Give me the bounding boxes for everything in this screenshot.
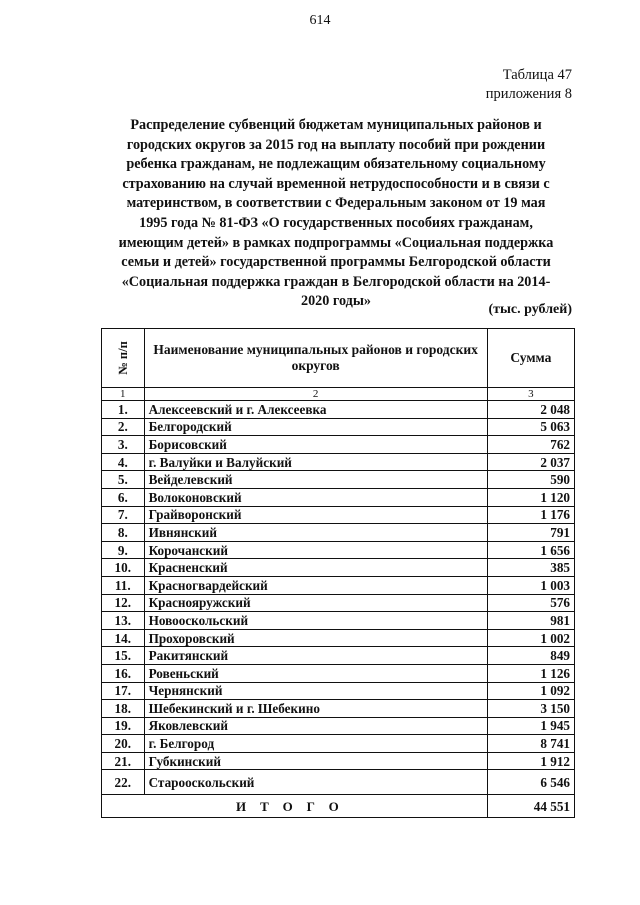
row-number: 22. — [102, 770, 145, 795]
table-row — [102, 735, 575, 753]
row-number: 5. — [102, 471, 145, 489]
total-label: ИТОГО — [102, 795, 488, 818]
district-name: Старооскольский — [144, 770, 487, 795]
row-number: 20. — [102, 735, 145, 753]
table-row — [102, 770, 575, 795]
document-title — [98, 116, 574, 312]
row-number: 8. — [102, 524, 145, 542]
total-row — [102, 795, 575, 818]
table-row — [102, 401, 575, 419]
title-line: материнством, в соответствии с Федеральным законом от 19 мая — [126, 195, 546, 212]
subsidy-amount: 576 — [487, 594, 574, 612]
header-name: Наименование муниципальных районов и городских округов — [144, 329, 487, 388]
column-index: 3 — [487, 388, 574, 401]
subsidy-amount: 1 176 — [487, 506, 574, 524]
header-sum: Сумма — [487, 329, 574, 388]
subsidy-amount: 1 656 — [487, 541, 574, 559]
row-number: 17. — [102, 682, 145, 700]
district-name: г. Белгород — [144, 735, 487, 753]
district-name: Ивнянский — [144, 524, 487, 542]
table-reference-line-2: приложения 8 — [485, 86, 572, 102]
column-index: 2 — [144, 388, 487, 401]
total-sum: 44 551 — [487, 795, 574, 818]
district-name: Алексеевский и г. Алексеевка — [144, 401, 487, 419]
title-line: семьи и детей» государственной программы Белгородской области — [121, 254, 551, 271]
district-name: Краснояружский — [144, 594, 487, 612]
district-name: Красненский — [144, 559, 487, 577]
subsidy-amount: 8 741 — [487, 735, 574, 753]
units-label: (тыс. рублей) — [488, 302, 572, 317]
table-row — [102, 752, 575, 770]
table-row — [102, 700, 575, 718]
column-index: 1 — [102, 388, 145, 401]
subsidy-amount: 1 003 — [487, 576, 574, 594]
district-name: г. Валуйки и Валуйский — [144, 453, 487, 471]
subsidy-amount: 1 126 — [487, 664, 574, 682]
subsidy-amount: 1 945 — [487, 717, 574, 735]
table-row — [102, 594, 575, 612]
table-row — [102, 576, 575, 594]
header-number — [102, 329, 145, 388]
table-row — [102, 471, 575, 489]
table-row — [102, 559, 575, 577]
table-row — [102, 453, 575, 471]
subsidy-amount: 2 037 — [487, 453, 574, 471]
table-row — [102, 541, 575, 559]
subsidy-amount: 762 — [487, 436, 574, 454]
district-name: Новооскольский — [144, 612, 487, 630]
subsidy-amount: 981 — [487, 612, 574, 630]
table-reference-line-1: Таблица 47 — [502, 67, 572, 83]
table-row — [102, 436, 575, 454]
table-row — [102, 647, 575, 665]
district-name: Красногвардейский — [144, 576, 487, 594]
title-line: городских округов за 2015 год на выплату пособий при рождении — [126, 136, 546, 153]
subsidy-amount: 2 048 — [487, 401, 574, 419]
district-name: Вейделевский — [144, 471, 487, 489]
row-number: 13. — [102, 612, 145, 630]
row-number: 16. — [102, 664, 145, 682]
district-name: Белгородский — [144, 418, 487, 436]
table-row — [102, 506, 575, 524]
subsidy-amount: 6 546 — [487, 770, 574, 795]
district-name: Борисовский — [144, 436, 487, 454]
district-name: Ракитянский — [144, 647, 487, 665]
district-name: Яковлевский — [144, 717, 487, 735]
subsidy-amount: 385 — [487, 559, 574, 577]
page-number: 614 — [309, 13, 331, 28]
table-row — [102, 488, 575, 506]
subsidy-table — [101, 328, 575, 818]
table-reference — [486, 66, 572, 104]
district-name: Грайворонский — [144, 506, 487, 524]
row-number: 9. — [102, 541, 145, 559]
subsidy-amount: 590 — [487, 471, 574, 489]
title-line: «Социальная поддержка граждан в Белгородской области на 2014- — [121, 273, 551, 290]
title-line: 1995 года № 81-ФЗ «О государственных пособиях гражданам, — [139, 214, 533, 231]
subsidy-amount: 1 002 — [487, 629, 574, 647]
district-name: Волоконовский — [144, 488, 487, 506]
table-header-row — [102, 329, 575, 388]
subsidy-amount: 5 063 — [487, 418, 574, 436]
table-row — [102, 524, 575, 542]
column-index-row — [102, 388, 575, 401]
district-name: Корочанский — [144, 541, 487, 559]
district-name: Чернянский — [144, 682, 487, 700]
row-number: 7. — [102, 506, 145, 524]
row-number: 19. — [102, 717, 145, 735]
subsidy-amount: 1 092 — [487, 682, 574, 700]
subsidy-amount: 849 — [487, 647, 574, 665]
row-number: 14. — [102, 629, 145, 647]
row-number: 21. — [102, 752, 145, 770]
row-number: 18. — [102, 700, 145, 718]
table-body — [102, 388, 575, 795]
table-row — [102, 418, 575, 436]
title-line: ребенка гражданам, не подлежащим обязательному социальному — [126, 156, 546, 173]
subsidy-amount: 791 — [487, 524, 574, 542]
table-row — [102, 717, 575, 735]
table-row — [102, 682, 575, 700]
row-number: 1. — [102, 401, 145, 419]
district-name: Губкинский — [144, 752, 487, 770]
row-number: 11. — [102, 576, 145, 594]
district-name: Шебекинский и г. Шебекино — [144, 700, 487, 718]
table-row — [102, 664, 575, 682]
title-line: 2020 годы» — [300, 293, 372, 310]
district-name: Ровеньский — [144, 664, 487, 682]
row-number: 12. — [102, 594, 145, 612]
row-number: 15. — [102, 647, 145, 665]
subsidy-amount: 1 120 — [487, 488, 574, 506]
row-number: 10. — [102, 559, 145, 577]
table-row — [102, 612, 575, 630]
subsidy-amount: 3 150 — [487, 700, 574, 718]
row-number: 3. — [102, 436, 145, 454]
row-number: 4. — [102, 453, 145, 471]
district-name: Прохоровский — [144, 629, 487, 647]
title-line: страхованию на случай временной нетрудоспособности и в связи с — [122, 175, 550, 192]
header-number-text: № п/п — [115, 341, 130, 375]
title-line: Распределение субвенций бюджетам муниципальных районов и — [130, 117, 542, 133]
subsidy-amount: 1 912 — [487, 752, 574, 770]
row-number: 6. — [102, 488, 145, 506]
table-row — [102, 629, 575, 647]
title-line: имеющим детей» в рамках подпрограммы «Социальная поддержка — [118, 234, 554, 251]
row-number: 2. — [102, 418, 145, 436]
